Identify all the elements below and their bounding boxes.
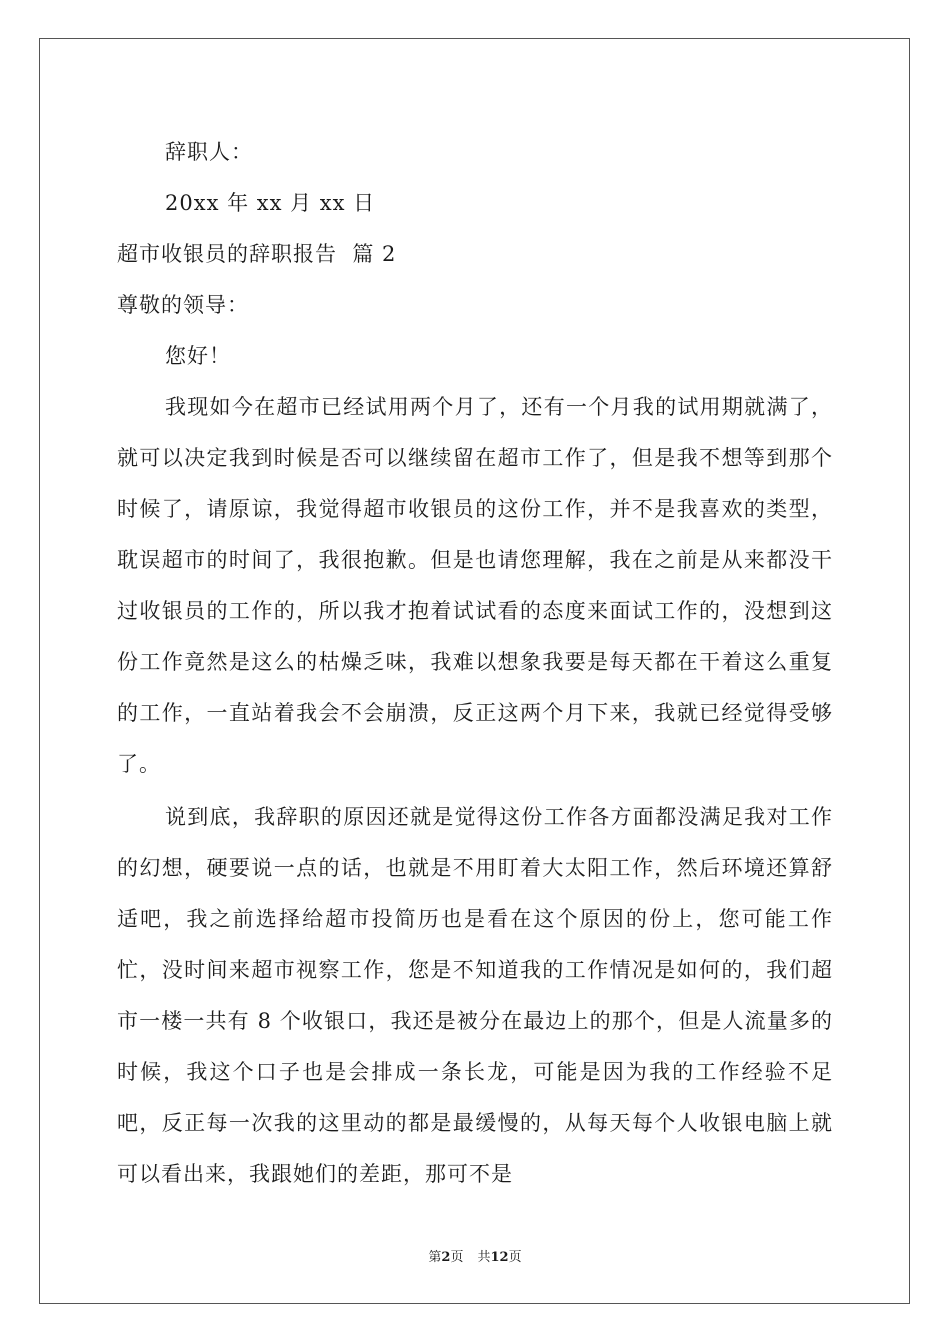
signature-label: 辞职人：: [165, 140, 253, 164]
salutation: 尊敬的领导：: [117, 293, 249, 317]
total-prefix: 共: [477, 1250, 491, 1265]
page-footer: [0, 1246, 950, 1265]
section-heading: 超市收银员的辞职报告 篇 2: [117, 242, 397, 266]
document-body: [117, 127, 833, 1200]
body-paragraph-1: 我现如今在超市已经试用两个月了，还有一个月我的试用期就满了，就可以决定我到时候是否可以继续留在超市工作了，但是我不想等到那个时候了，请原谅，我觉得超市收银员的这份工作，并不是我喜欢的类型，耽误超市的时间了，我很抱歉。但是也请您理解，我在之前是从来都没干过收银员的工作的，所以我才抱着试试看的态度来面试工作的，没想到这份工作竟然是这么的枯燥乏味，我难以想象我要是每天都在干着这么重复的工作，一直站着我会不会崩溃，反正这两个月下来，我就已经觉得受够了。: [117, 395, 833, 776]
page-unit: 页: [450, 1250, 464, 1265]
greeting: 您好！: [165, 344, 231, 368]
page-prefix: 第: [428, 1250, 442, 1265]
total-unit: 页: [508, 1250, 522, 1265]
page-number: 2: [441, 1250, 451, 1265]
letter-date: 20xx 年 xx 月 xx 日: [165, 191, 376, 215]
body-paragraph-2: 说到底，我辞职的原因还就是觉得这份工作各方面都没满足我对工作的幻想，硬要说一点的话，也就是不用盯着大太阳工作，然后环境还算舒适吧，我之前选择给超市投简历也是看在这个原因的份上，您可能工作忙，没时间来超市视察工作，您是不知道我的工作情况是如何的，我们超市一楼一共有 8 个收银口，我还是被分在最边上的那个，但是人流量多的时候，我这个口子也是会排成一条长龙，可能是因为我的工作经验不足吧，反正每一次我的这里动的都是最缓慢的，从每天每个人收银电脑上就可以看出来，我跟她们的差距，那可不是: [117, 805, 833, 1186]
total-pages: 12: [490, 1250, 509, 1265]
